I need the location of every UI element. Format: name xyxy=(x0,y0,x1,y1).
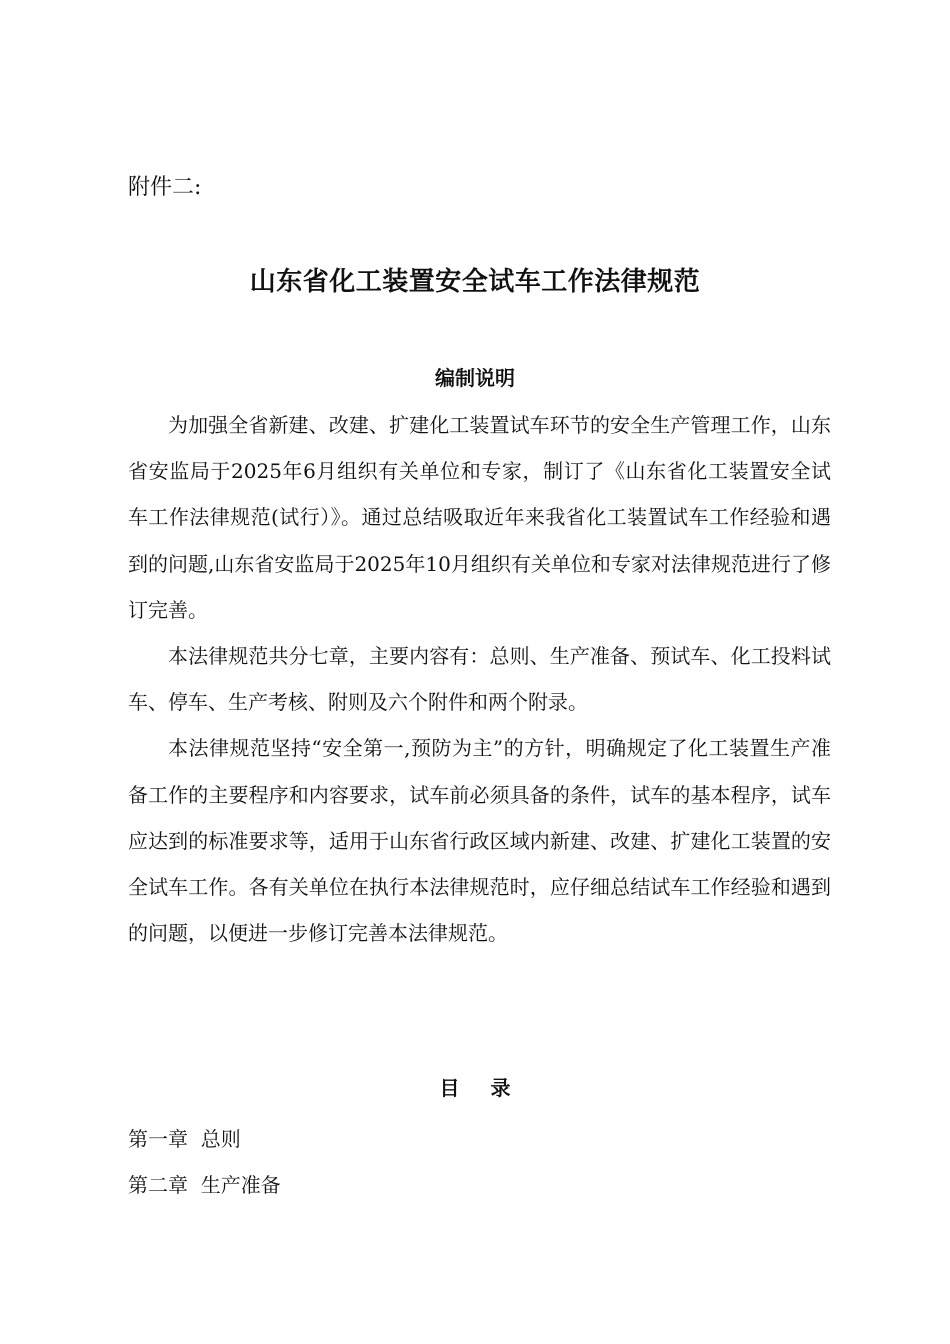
table-of-contents xyxy=(128,1116,281,1208)
body-text xyxy=(128,402,831,956)
document-title: 山东省化工装置安全试车工作法律规范 xyxy=(249,267,701,297)
section-heading: 编制说明 xyxy=(435,366,515,390)
toc-title: 目 录 xyxy=(439,1076,523,1100)
toc-item: 第一章 总则 xyxy=(128,1127,241,1151)
attachment-label: 附件二: xyxy=(128,175,202,200)
toc-item: 第二章 生产准备 xyxy=(128,1173,281,1197)
paragraph: 为加强全省新建、改建、扩建化工装置试车环节的安全生产管理工作，山东省安监局于2025年6月组织有关单位和专家，制订了《山东省化工装置安全试车工作法律规范(试行）》。通过总结吸取近年来我省化工装置试车工作经验和遇到的问题,山东省安监局于2025年10月组织有关单位和专家对法律规范进行了修订完善。 xyxy=(128,413,831,622)
paragraph: 本法律规范坚持“安全第一,预防为主”的方针，明确规定了化工装置生产准备工作的主要程序和内容要求，试车前必须具备的条件，试车的基本程序，试车应达到的标准要求等，适用于山东省行政区域内新建、改建、扩建化工装置的安全试车工作。各有关单位在执行本法律规范时，应仔细总结试车工作经验和遇到的问题，以便进一步修订完善本法律规范。 xyxy=(128,736,831,946)
paragraph: 本法律规范共分七章，主要内容有：总则、生产准备、预试车、化工投料试车、停车、生产考核、附则及六个附件和两个附录。 xyxy=(128,644,831,715)
